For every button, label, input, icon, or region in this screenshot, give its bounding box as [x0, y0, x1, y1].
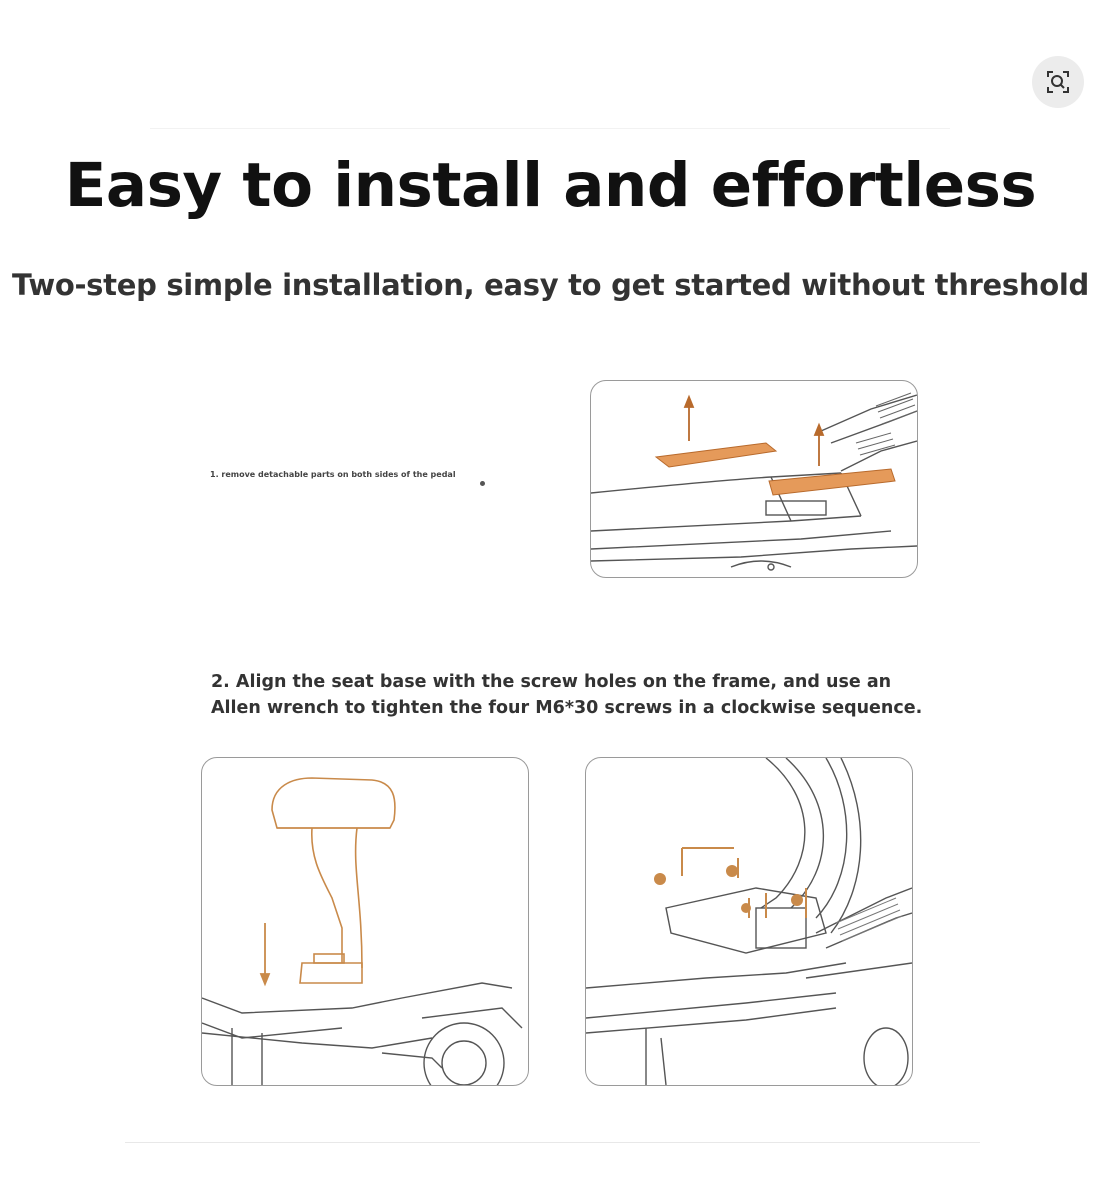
callout-2 — [726, 865, 738, 877]
step-1-instruction: 1. remove detachable parts on both sides of the pedal — [210, 470, 456, 479]
page-title: Easy to install and effortless — [64, 150, 1037, 221]
step-2-illustration-seat-drop — [201, 757, 529, 1086]
callout-3 — [741, 903, 751, 913]
step-2-instruction: 2. Align the seat base with the screw holes on the frame, and use an Allen wrench to tighten the four M6*30 screws in a clockwise sequence. — [211, 672, 923, 718]
callout-1 — [654, 873, 666, 885]
step-2-illustration-screws — [585, 757, 913, 1086]
step-1-illustration — [590, 380, 918, 578]
bottom-divider — [125, 1142, 980, 1143]
top-divider — [150, 128, 950, 129]
page-subtitle: Two-step simple installation, easy to get started without threshold — [12, 268, 1089, 302]
callout-4 — [791, 894, 803, 906]
visual-search-button[interactable] — [1032, 56, 1084, 108]
visual-search-icon — [1045, 69, 1071, 95]
bullet-dot — [480, 481, 485, 486]
